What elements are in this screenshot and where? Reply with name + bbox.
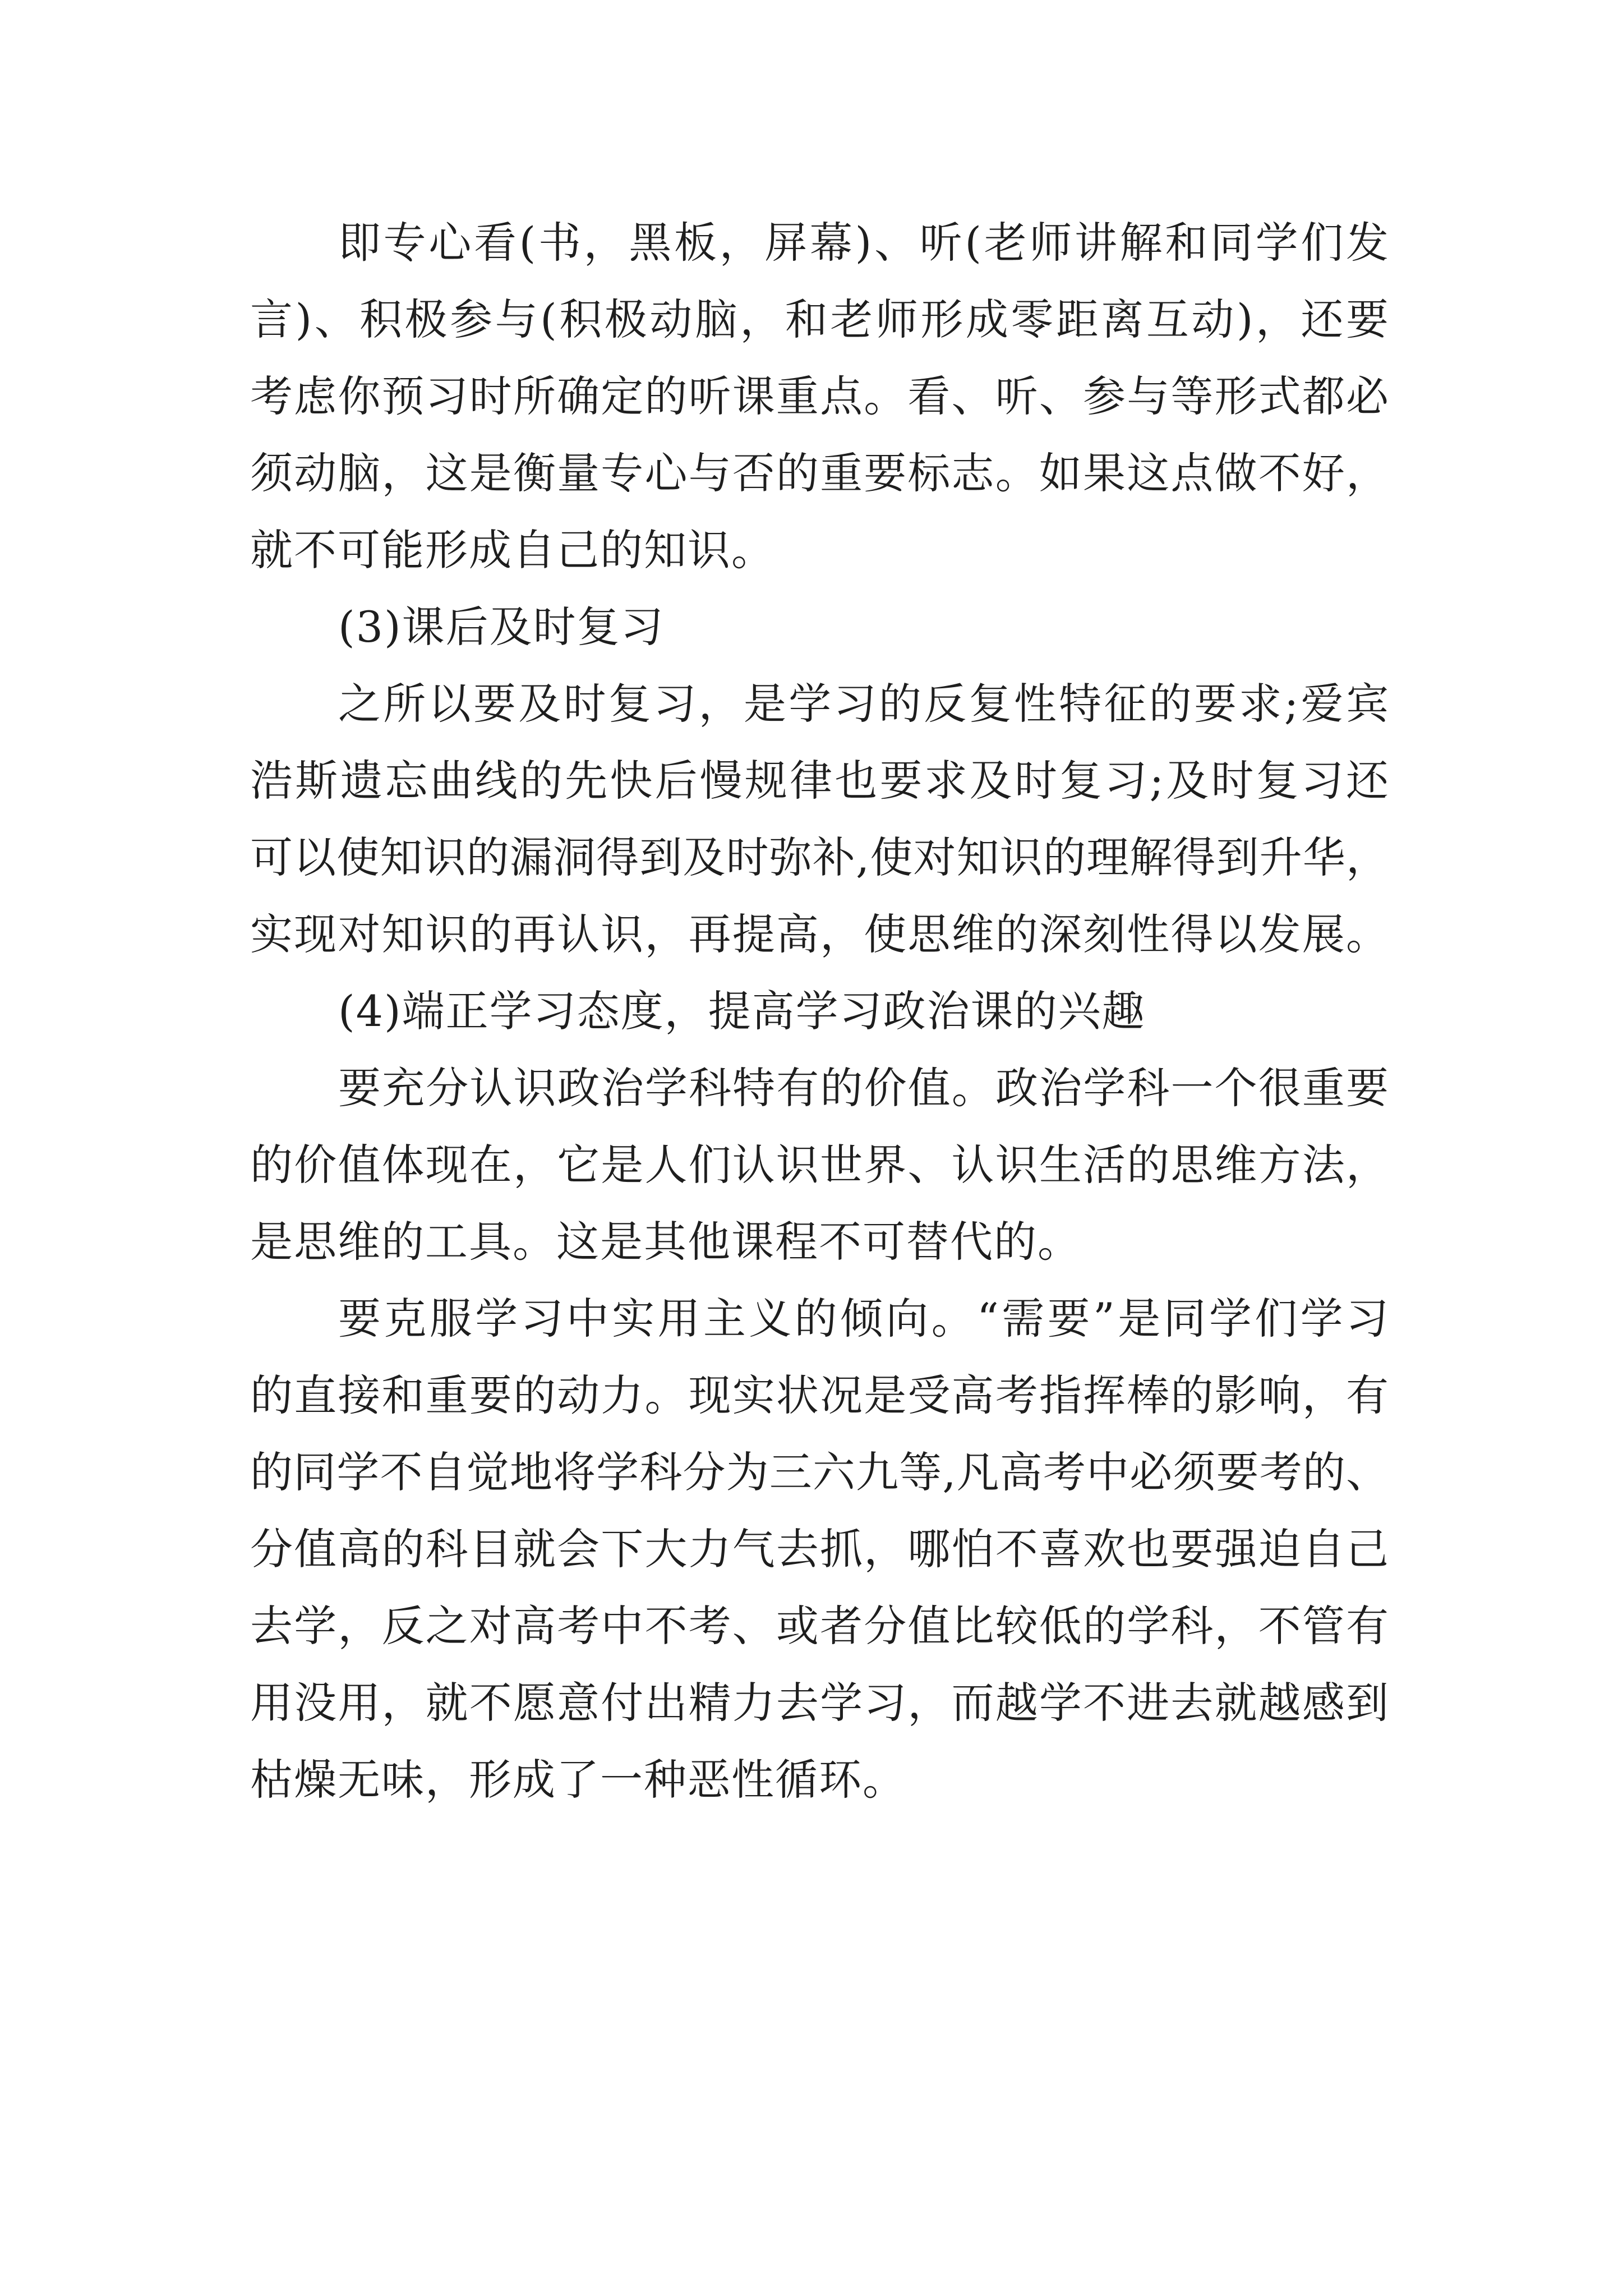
- paragraph-review: [250, 665, 1389, 973]
- text-line: 用没用，就不愿意付出精力去学习，而越学不进去就越感到: [250, 1678, 1389, 1728]
- text-line: 要充分认识政治学科特有的价值。政治学科一个很重要: [338, 1063, 1389, 1113]
- text-line: 的价值体现在，它是人们认识世界、认识生活的思维方法，: [250, 1140, 1389, 1190]
- text-line: 就不可能形成自己的知识。: [250, 525, 775, 575]
- text-line: 实现对知识的再认识，再提高，使思维的深刻性得以发展。: [250, 909, 1389, 959]
- section-heading-review: [250, 588, 1389, 665]
- text-line: 言)、积极参与(积极动脑，和老师形成零距离互动)，还要: [250, 295, 1389, 344]
- text-line: 须动脑，这是衡量专心与否的重要标志。如果这点做不好，: [250, 448, 1389, 498]
- paragraph-listening: [250, 204, 1389, 588]
- text-line: 考虑你预习时所确定的听课重点。看、听、参与等形式都必: [250, 371, 1389, 421]
- paragraph-pragmatism: [250, 1280, 1389, 1818]
- text-line: 可以使知识的漏洞得到及时弥补,使对知识的理解得到升华，: [250, 832, 1389, 882]
- text-line: 即专心看(书，黑板，屏幕)、听(老师讲解和同学们发: [338, 218, 1389, 268]
- section-heading: (3)课后及时复习: [338, 602, 665, 652]
- text-line: 是思维的工具。这是其他课程不可替代的。: [250, 1217, 1081, 1267]
- text-line: 浩斯遗忘曲线的先快后慢规律也要求及时复习;及时复习还: [250, 756, 1389, 806]
- body-text: [250, 204, 1389, 1818]
- text-line: 要克服学习中实用主义的倾向。“需要”是同学们学习: [338, 1294, 1389, 1343]
- section-heading: (4)端正学习态度，提高学习政治课的兴趣: [338, 986, 1146, 1036]
- text-line: 之所以要及时复习，是学习的反复性特征的要求;爱宾: [338, 679, 1389, 729]
- text-line: 去学，反之对高考中不考、或者分值比较低的学科，不管有: [250, 1601, 1389, 1651]
- paragraph-value: [250, 1050, 1389, 1280]
- text-line: 枯燥无味，形成了一种恶性循环。: [250, 1755, 906, 1805]
- section-heading-attitude: [250, 973, 1389, 1050]
- text-line: 分值高的科目就会下大力气去抓，哪怕不喜欢也要强迫自己: [250, 1524, 1389, 1574]
- text-line: 的直接和重要的动力。现实状况是受高考指挥棒的影响，有: [250, 1370, 1389, 1420]
- text-line: 的同学不自觉地将学科分为三六九等,凡高考中必须要考的、: [250, 1447, 1389, 1497]
